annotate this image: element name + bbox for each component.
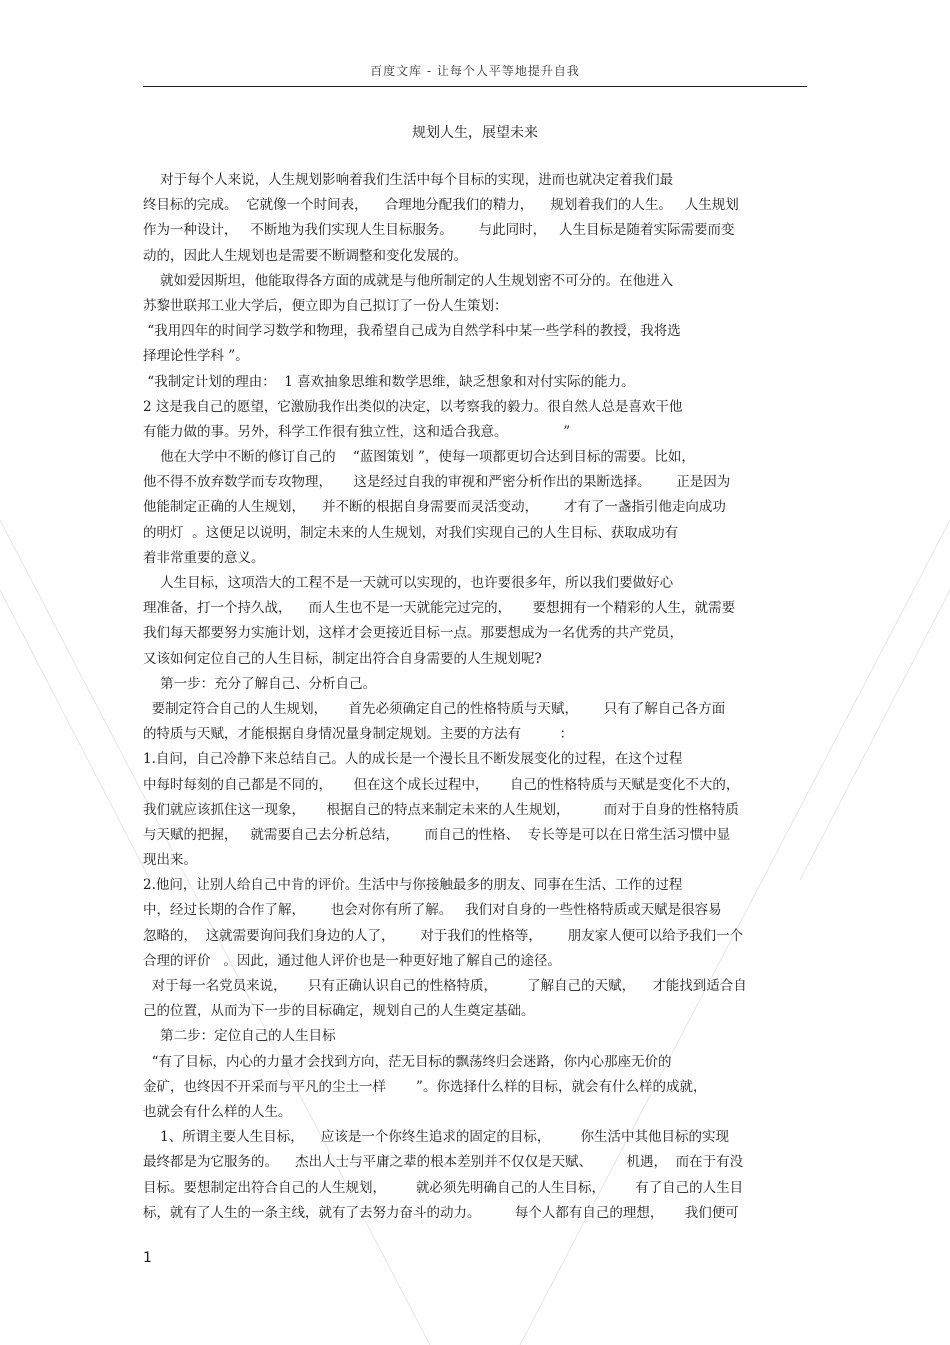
text-line: 中每时每刻的自己都是不同的， 但在这个成长过程中， 自己的性格特质与天赋是变化不大的， xyxy=(143,776,740,793)
text-line: 的特质与天赋，才能根据自身情况量身制定规划。主要的方法有 ： xyxy=(143,726,574,743)
text-line: 1.自问，自己冷静下来总结自己。人的成长是一个漫长且不断发展变化的过程，在这个过程 xyxy=(143,751,683,768)
text-line: 己的位置，从而为下一步的目标确定，规划自己的人生奠定基础。 xyxy=(143,1003,535,1020)
text-line: 标，就有了人生的一条主线，就有了去努力奋斗的动力。 每个人都有自己的理想， 我们便可 xyxy=(143,1204,739,1221)
text-line: 与天赋的把握， 就需要自己去分析总结， 而自己的性格、 专长等是可以在日常生活习惯中显 xyxy=(143,826,731,843)
text-line: 合理的评价 。因此，通过他人评价也是一种更好地了解自己的途径。 xyxy=(143,952,561,969)
text-line: 金矿，也终因不开采而与平凡的尘土一样 ”。你选择什么样的目标，就会有什么样的成就， xyxy=(143,1078,707,1095)
text-line: 终目标的完成。 它就像一个时间表， 合理地分配我们的精力， 规划着我们的人生。 人生规划 xyxy=(143,197,739,214)
text-line: 最终都是为它服务的。 杰出人士与平庸之辈的根本差别并不仅仅是天赋、 机遇， 而在于有没 xyxy=(143,1154,744,1171)
text-line: 他能制定正确的人生规划， 并不断的根据自身需要而灵活变动， 才有了一盏指引他走向成功 xyxy=(143,499,726,516)
text-line: “我用四年的时间学习数学和物理，我希望自己成为自然学科中某一些学科的教授，我将选 xyxy=(143,323,681,340)
header-divider xyxy=(143,86,807,87)
text-line: 2.他问，让别人给自己中肯的评价。生活中与你接触最多的朋友、同事在生活、工作的过程 xyxy=(143,877,683,894)
text-line: 现出来。 xyxy=(143,852,197,869)
text-line: 人生目标，这项浩大的工程不是一天就可以实现的，也许要很多年，所以我们要做好心 xyxy=(143,575,674,591)
text-line: 对于每个人来说，人生规划影响着我们生活中每个目标的实现，进而也就决定着我们最 xyxy=(143,172,674,188)
text-line: 2 这是我自己的愿望，它激励我作出类似的决定，以考察我的毅力。很自然人总是喜欢干他 xyxy=(143,398,683,415)
text-line: 我们每天都要努力实施计划，这样才会更接近目标一点。那要想成为一名优秀的共产党员， xyxy=(143,625,683,642)
text-line: 的明灯 。这便足以说明，制定未来的人生规划，对我们实现自己的人生目标、获取成功有 xyxy=(143,524,679,541)
text-line: 第二步：定位自己的人生目标 xyxy=(143,1028,336,1045)
text-line: 1、所谓主要人生目标， 应该是一个你终生追求的固定的目标， 你生活中其他目标的实现 xyxy=(143,1129,729,1146)
text-line: 目标。要想制定出符合自己的人生规划， 就必须先明确自己的人生目标， 有了自己的人生目 xyxy=(143,1179,744,1196)
text-line: 第一步：充分了解自己、分析自己。 xyxy=(143,675,377,692)
text-line: 他不得不放弃数学而专攻物理， 这是经过自我的审视和严密分析作出的果断选择。 正是因为 xyxy=(143,474,731,491)
text-line: 要制定符合自己的人生规划， 首先必须确定自己的性格特质与天赋， 只有了解自己各方面 xyxy=(143,700,726,717)
text-line: 又该如何定位自己的人生目标，制定出符合自身需要的人生规划呢? xyxy=(143,650,542,667)
text-line: 对于每一名党员来说， 只有正确认识自己的性格特质， 了解自己的天赋， 才能找到适合自 xyxy=(143,978,747,994)
text-line: “我制定计划的理由： 1 喜欢抽象思维和数学思维，缺乏想象和对付实际的能力。 xyxy=(143,373,635,390)
text-line: 忽略的， 这就需要询问我们身边的人了， 对于我们的性格等， 朋友家人便可以给予我们一个 xyxy=(143,927,744,944)
text-line: 有能力做的事。另外，科学工作很有独立性，这和适合我意。 ” xyxy=(143,423,571,440)
document-title: 规划人生，展望未来 xyxy=(412,125,538,141)
text-line: 动的，因此人生规划也是需要不断调整和变化发展的。 xyxy=(143,247,467,264)
document-body xyxy=(143,168,807,1226)
text-line: 他在大学中不断的修订自己的 “蓝图策划 ”，使每一项都更切合达到目标的需要。比如， xyxy=(143,449,695,466)
text-line: “有了目标，内心的力量才会找到方向，茫无目标的飘荡终归会迷路，你内心那座无价的 xyxy=(143,1053,672,1070)
text-line: 苏黎世联邦工业大学后，便立即为自己拟订了一份人生策划： xyxy=(143,297,508,314)
text-line: 择理论性学科 ”。 xyxy=(143,348,249,365)
text-line: 也就会有什么样的人生。 xyxy=(143,1103,292,1120)
page-header: 百度文库 - 让每个人平等地提升自我 xyxy=(370,64,580,78)
text-line: 理准备，打一个持久战， 而人生也不是一天就能完过完的， 要想拥有一个精彩的人生，就需要 xyxy=(143,600,736,617)
text-line: 我们就应该抓住这一现象， 根据自己的特点来制定未来的人生规划， 而对于自身的性格特质 xyxy=(143,801,739,818)
text-line: 作为一种设计， 不断地为我们实现人生目标服务。 与此同时， 人生目标是随着实际需要而变 xyxy=(143,222,735,239)
page-number: 1 xyxy=(143,1250,152,1266)
text-line: 就如爱因斯坦，他能取得各方面的成就是与他所制定的人生规划密不可分的。在他进入 xyxy=(143,272,674,289)
text-line: 中，经过长期的合作了解， 也会对你有所了解。 我们对自身的一些性格特质或天赋是很容易 xyxy=(143,902,722,919)
text-line: 着非常重要的意义。 xyxy=(143,549,265,566)
